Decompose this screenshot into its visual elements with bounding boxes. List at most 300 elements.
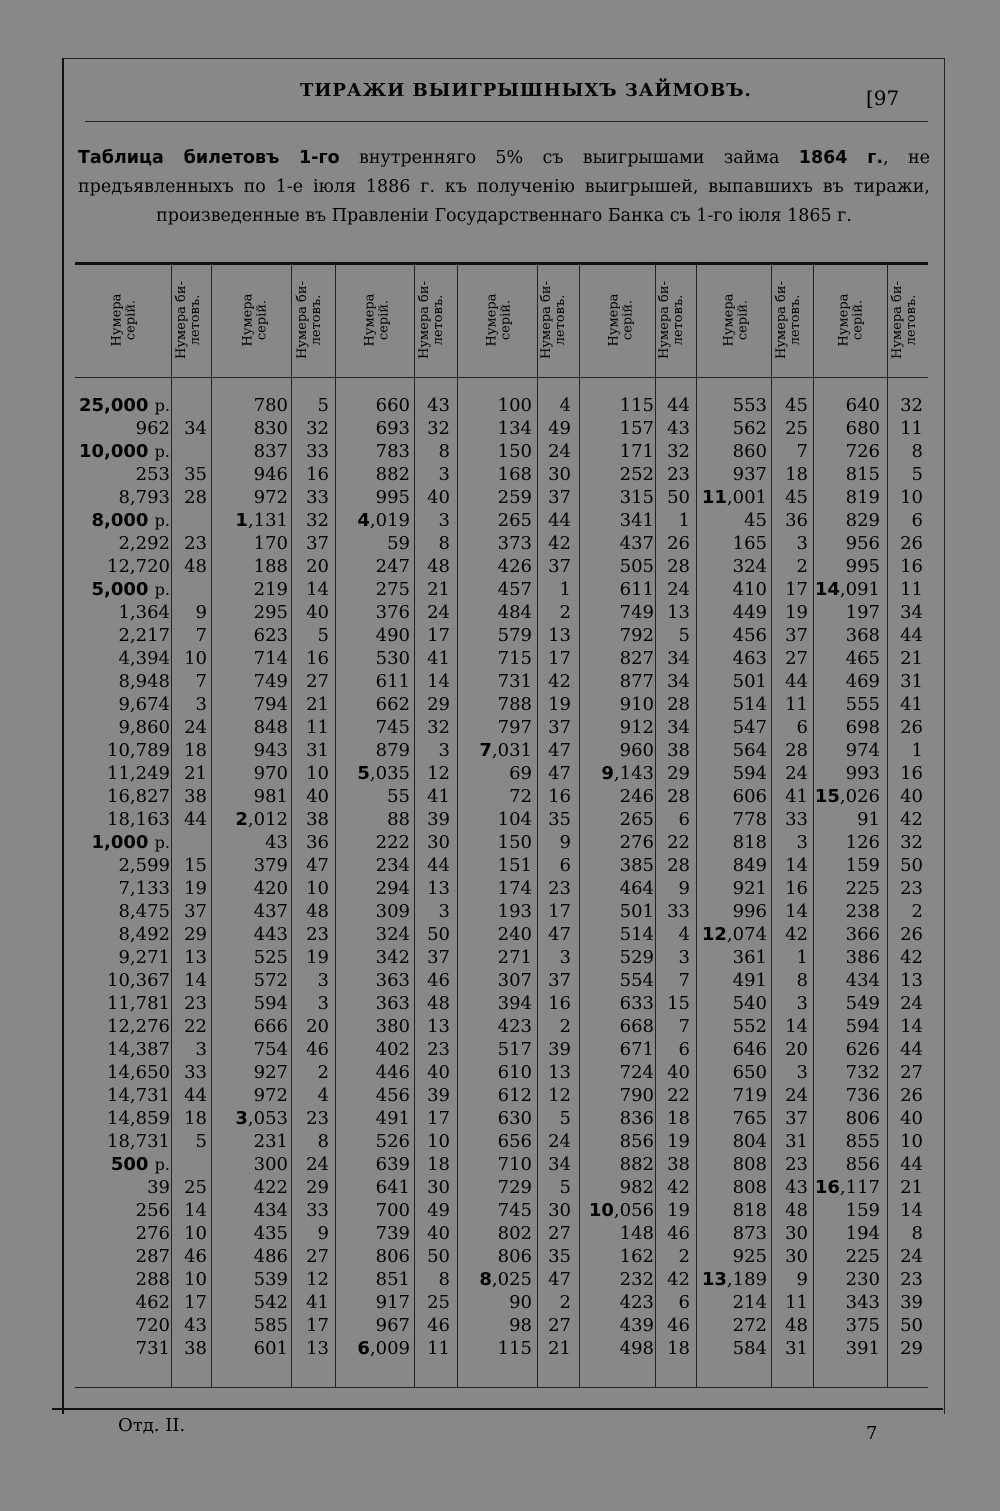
series-number: 14,859 [107, 1108, 170, 1129]
ticket-number: 5 [559, 1108, 571, 1129]
series-number: 10,056 [588, 1200, 654, 1221]
ticket-number: 3 [796, 1062, 808, 1083]
ticket-number [172, 1153, 207, 1176]
series-number: 585 [253, 1315, 288, 1336]
title-year: 1864 г. [798, 148, 884, 168]
ruble-abbrev: р. [154, 833, 170, 852]
title-part-4: , не предъявленныхъ по 1-е іюля 1886 г. къ полученію выигрышей, выпавшихъ въ тиражи, произведенные въ Правленіи Государственнаго Банка съ 1-го іюля 1865 г. [78, 148, 930, 226]
series-number: 253 [135, 464, 170, 485]
series-number: 434 [253, 1200, 288, 1221]
ticket-number: 6 [678, 809, 690, 830]
ticket-number: 47 [306, 855, 329, 876]
series-number: 437 [619, 533, 654, 554]
ticket-number: 10 [184, 648, 207, 669]
series-number: 159 [845, 855, 880, 876]
ticket-number: 33 [184, 1062, 207, 1083]
ruble-abbrev: р. [154, 580, 170, 599]
ticket-number: 45 [785, 487, 808, 508]
ticket-number: 30 [427, 832, 450, 853]
ticket-number: 43 [184, 1315, 207, 1336]
ticket-number: 14 [306, 579, 329, 600]
ticket-number: 37 [548, 556, 571, 577]
series-number: 9,143 [601, 763, 654, 784]
series-number: 927 [253, 1062, 288, 1083]
series-number: 549 [845, 993, 880, 1014]
series-number: 882 [619, 1154, 654, 1175]
series-number: 630 [497, 1108, 532, 1129]
ticket-number: 26 [667, 533, 690, 554]
series-number: 363 [375, 993, 410, 1014]
series-number: 72 [509, 786, 532, 807]
series-number: 974 [845, 740, 880, 761]
ticket-number: 8 [796, 970, 808, 991]
ticket-number: 48 [427, 556, 450, 577]
series-number: 100 [497, 395, 532, 416]
ticket-number: 16 [306, 648, 329, 669]
series-number: 11,001 [701, 487, 767, 508]
series-number: 719 [732, 1085, 767, 1106]
series-number: 693 [375, 418, 410, 439]
ticket-number: 37 [306, 533, 329, 554]
ticket-number: 2 [678, 1246, 690, 1267]
series-number: 745 [497, 1200, 532, 1221]
series-number: 238 [845, 901, 880, 922]
column-divider [211, 263, 212, 1387]
ticket-number: 49 [548, 418, 571, 439]
ticket-number: 34 [548, 1154, 571, 1175]
ticket-number: 44 [184, 1085, 207, 1106]
ticket-number: 22 [667, 1085, 690, 1106]
ticket-number: 26 [900, 717, 923, 738]
series-number: 827 [619, 648, 654, 669]
series-number: 860 [732, 441, 767, 462]
ticket-number: 17 [427, 625, 450, 646]
series-number: 530 [375, 648, 410, 669]
ticket-number: 18 [667, 1108, 690, 1129]
ticket-number: 6 [559, 855, 571, 876]
series-number: 410 [732, 579, 767, 600]
series-number: 342 [375, 947, 410, 968]
ticket-number: 34 [667, 648, 690, 669]
ticket-number: 26 [900, 533, 923, 554]
series-number: 11,781 [107, 993, 170, 1014]
ticket-number: 47 [548, 924, 571, 945]
series-number: 376 [375, 602, 410, 623]
series-number: 90 [509, 1292, 532, 1313]
header-tickets [770, 267, 808, 373]
ticket-number: 30 [548, 464, 571, 485]
series-number: 88 [387, 809, 410, 830]
ticket-number: 18 [785, 464, 808, 485]
series-number: 601 [253, 1338, 288, 1359]
series-number: 300 [253, 1154, 288, 1175]
title-part-1: Таблица билетовъ 1-го [78, 148, 340, 168]
ticket-number: 48 [785, 1315, 808, 1336]
ticket-number: 14 [785, 1016, 808, 1037]
header-series-label: Нумера серій. [109, 293, 138, 347]
series-number: 564 [732, 740, 767, 761]
thousands-prefix: 12 [701, 924, 727, 945]
series-number: 341 [619, 510, 654, 531]
ticket-number: 44 [184, 809, 207, 830]
ticket-number: 38 [667, 740, 690, 761]
series-number: 16,117 [814, 1177, 880, 1198]
series-number: 623 [253, 625, 288, 646]
ticket-number: 3 [438, 510, 450, 531]
series-number: 4,019 [357, 510, 410, 531]
thousands-prefix: 3 [235, 1108, 248, 1129]
series-number: 749 [253, 671, 288, 692]
ticket-number: 17 [785, 579, 808, 600]
ticket-number: 33 [306, 487, 329, 508]
series-number: 18,731 [107, 1131, 170, 1152]
series-number: 962 [135, 418, 170, 439]
ticket-number: 3 [796, 832, 808, 853]
series-number: 464 [619, 878, 654, 899]
series-number: 276 [135, 1223, 170, 1244]
ticket-number: 9 [317, 1223, 329, 1244]
series-number: 225 [845, 878, 880, 899]
series-column [458, 394, 532, 1360]
ticket-number: 5 [559, 1177, 571, 1198]
ticket-number: 13 [667, 602, 690, 623]
ticket-number: 43 [785, 1177, 808, 1198]
thousands-prefix: 2 [235, 809, 248, 830]
ticket-number: 37 [785, 625, 808, 646]
ticket-number: 9 [678, 878, 690, 899]
series-number: 463 [732, 648, 767, 669]
series-number: 15,026 [814, 786, 880, 807]
ticket-number: 3 [317, 993, 329, 1014]
ticket-number: 18 [184, 1108, 207, 1129]
series-number: 462 [135, 1292, 170, 1313]
series-number: 731 [135, 1338, 170, 1359]
series-number: 736 [845, 1085, 880, 1106]
ticket-number: 27 [306, 671, 329, 692]
series-number: 995 [375, 487, 410, 508]
series-number: 656 [497, 1131, 532, 1152]
series-number: 552 [732, 1016, 767, 1037]
series-number: 611 [375, 671, 410, 692]
series-number: 501 [732, 671, 767, 692]
series-number: 639 [375, 1154, 410, 1175]
series-number: 10,789 [107, 740, 170, 761]
series-number: 731 [497, 671, 532, 692]
series-number: 726 [845, 441, 880, 462]
title-part-3: съ выигрышами займа [523, 148, 799, 168]
ticket-number: 25 [184, 1177, 207, 1198]
series-number: 437 [253, 901, 288, 922]
header-tickets-label: Нумера би- летовъ. [294, 281, 324, 359]
series-number: 972 [253, 487, 288, 508]
header-tickets [290, 267, 329, 373]
ruble-abbrev: р. [154, 1155, 170, 1174]
series-number: 324 [375, 924, 410, 945]
ticket-number: 39 [548, 1039, 571, 1060]
ticket-number: 21 [900, 648, 923, 669]
thousands-prefix: 1 [235, 510, 248, 531]
ticket-number: 24 [548, 1131, 571, 1152]
ticket-number: 34 [900, 602, 923, 623]
ticket-number: 2 [796, 556, 808, 577]
series-number: 170 [253, 533, 288, 554]
ticket-number: 2 [559, 1016, 571, 1037]
series-number: 995 [845, 556, 880, 577]
series-number: 265 [619, 809, 654, 830]
series-number: 641 [375, 1177, 410, 1198]
ticket-number: 35 [184, 464, 207, 485]
series-number: 197 [845, 602, 880, 623]
ticket-number: 6 [911, 510, 923, 531]
ticket-number: 16 [785, 878, 808, 899]
series-number: 960 [619, 740, 654, 761]
ticket-number: 14 [427, 671, 450, 692]
ticket-number: 8 [438, 441, 450, 462]
thousands-prefix: 8 [479, 1269, 492, 1290]
series-number: 272 [732, 1315, 767, 1336]
series-number: 491 [375, 1108, 410, 1129]
ticket-number: 50 [900, 1315, 923, 1336]
ticket-number: 42 [548, 671, 571, 692]
series-number: 14,091 [814, 579, 880, 600]
header-series [458, 267, 540, 373]
series-number: 797 [497, 717, 532, 738]
ticket-number: 7 [195, 671, 207, 692]
header-series [214, 267, 296, 373]
series-number: 168 [497, 464, 532, 485]
ticket-number: 22 [667, 832, 690, 853]
series-column [214, 394, 288, 1360]
series-number: 542 [253, 1292, 288, 1313]
ticket-number: 46 [427, 1315, 450, 1336]
series-number: 6,009 [357, 1338, 410, 1359]
ticket-number: 40 [900, 786, 923, 807]
series-number: 802 [497, 1223, 532, 1244]
ticket-number: 37 [548, 970, 571, 991]
ticket-number: 44 [900, 1039, 923, 1060]
series-number: 646 [732, 1039, 767, 1060]
ticket-number: 44 [900, 625, 923, 646]
ticket-number: 34 [667, 671, 690, 692]
series-number: 633 [619, 993, 654, 1014]
series-number: 937 [732, 464, 767, 485]
ticket-number: 32 [900, 832, 923, 853]
series-number: 18,163 [107, 809, 170, 830]
ticket-number: 39 [900, 1292, 923, 1313]
ticket-number: 7 [678, 1016, 690, 1037]
series-number: 855 [845, 1131, 880, 1152]
ticket-number: 28 [667, 556, 690, 577]
series-number: 12,074 [701, 924, 767, 945]
thousands-prefix: 11 [701, 487, 727, 508]
series-number: 469 [845, 671, 880, 692]
ticket-number: 19 [785, 602, 808, 623]
series-number: 165 [732, 533, 767, 554]
ticket-number: 28 [184, 487, 207, 508]
ticket-number: 29 [667, 763, 690, 784]
series-number: 501 [619, 901, 654, 922]
series-number: 456 [732, 625, 767, 646]
ticket-number: 41 [306, 1292, 329, 1313]
thousands-prefix: 4 [357, 510, 370, 531]
series-number: 505 [619, 556, 654, 577]
series-number: 806 [497, 1246, 532, 1267]
series-number: 265 [497, 510, 532, 531]
series-number: 498 [619, 1338, 654, 1359]
series-number: 514 [732, 694, 767, 715]
ticket-number: 13 [184, 947, 207, 968]
series-number: 232 [619, 1269, 654, 1290]
ticket-number: 24 [900, 993, 923, 1014]
ticket-number: 23 [427, 1039, 450, 1060]
ruble-abbrev: р. [154, 396, 170, 415]
series-number: 8,793 [118, 487, 170, 508]
ticket-number: 38 [306, 809, 329, 830]
series-number: 91 [857, 809, 880, 830]
series-number: 14,387 [107, 1039, 170, 1060]
series-number: 423 [619, 1292, 654, 1313]
series-number: 917 [375, 1292, 410, 1313]
ticket-number: 44 [548, 510, 571, 531]
ticket-number: 3 [195, 694, 207, 715]
series-number: 157 [619, 418, 654, 439]
ticket-number: 45 [785, 395, 808, 416]
ticket-number: 4 [317, 1085, 329, 1106]
ticket-number: 50 [900, 855, 923, 876]
ticket-number: 3 [438, 464, 450, 485]
series-number: 39 [147, 1177, 170, 1198]
ticket-number: 24 [900, 1246, 923, 1267]
series-number: 366 [845, 924, 880, 945]
header-tickets [413, 267, 450, 373]
ticket-number: 7 [678, 970, 690, 991]
ticket-number: 48 [184, 556, 207, 577]
series-number: 792 [619, 625, 654, 646]
series-number: 484 [497, 602, 532, 623]
ticket-number: 19 [667, 1200, 690, 1221]
series-number: 69 [509, 763, 532, 784]
ticket-number: 28 [667, 694, 690, 715]
series-number: 307 [497, 970, 532, 991]
ticket-number: 5 [317, 395, 329, 416]
header-tickets-label: Нумера би- летовъ. [538, 281, 568, 359]
ticket-number: 40 [667, 1062, 690, 1083]
ticket-number: 41 [785, 786, 808, 807]
ticket-number: 41 [900, 694, 923, 715]
ticket-number: 27 [785, 648, 808, 669]
ticket-number: 23 [306, 924, 329, 945]
ticket-number: 42 [900, 809, 923, 830]
prize-heading: 8,000 р. [91, 510, 170, 531]
thousands-prefix: 6 [357, 1338, 370, 1359]
series-number: 162 [619, 1246, 654, 1267]
series-number: 394 [497, 993, 532, 1014]
ticket-number: 16 [548, 993, 571, 1014]
header-tickets-label: Нумера би- летовъ. [889, 281, 919, 359]
series-number: 668 [619, 1016, 654, 1037]
series-number: 925 [732, 1246, 767, 1267]
series-number: 380 [375, 1016, 410, 1037]
ticket-number: 32 [667, 441, 690, 462]
ticket-number: 21 [900, 1177, 923, 1198]
series-number: 98 [509, 1315, 532, 1336]
series-number: 877 [619, 671, 654, 692]
frame-bottom-rule [52, 1408, 943, 1410]
series-number: 9,860 [118, 717, 170, 738]
ticket-number: 8 [438, 533, 450, 554]
series-number: 700 [375, 1200, 410, 1221]
ticket-number [172, 440, 207, 463]
ticket-number: 23 [900, 878, 923, 899]
series-number: 579 [497, 625, 532, 646]
ticket-number: 3 [317, 970, 329, 991]
ticket-number: 40 [427, 1062, 450, 1083]
series-number: 194 [845, 1223, 880, 1244]
series-number: 1,364 [118, 602, 170, 623]
ticket-number: 47 [548, 1269, 571, 1290]
signature-mark: 7 [866, 1423, 878, 1444]
ticket-number: 23 [900, 1269, 923, 1290]
ticket-number: 44 [667, 395, 690, 416]
table-header-rule [75, 377, 928, 378]
ticket-number: 23 [548, 878, 571, 899]
ticket-number: 44 [427, 855, 450, 876]
series-number: 134 [497, 418, 532, 439]
series-number: 225 [845, 1246, 880, 1267]
ticket-number: 23 [184, 533, 207, 554]
ticket-number: 19 [184, 878, 207, 899]
thousands-prefix: 10 [588, 1200, 614, 1221]
series-number: 343 [845, 1292, 880, 1313]
ticket-number: 7 [195, 625, 207, 646]
series-number: 222 [375, 832, 410, 853]
header-series-label: Нумера серій. [606, 293, 635, 347]
series-number: 526 [375, 1131, 410, 1152]
section-label: Отд. II. [118, 1415, 186, 1436]
tickets-column [292, 394, 329, 1360]
ticket-number: 13 [548, 625, 571, 646]
ticket-number: 37 [427, 947, 450, 968]
ticket-number: 29 [306, 1177, 329, 1198]
series-number: 594 [732, 763, 767, 784]
ticket-number: 27 [548, 1223, 571, 1244]
series-column [336, 394, 410, 1360]
series-number: 525 [253, 947, 288, 968]
series-number: 14,731 [107, 1085, 170, 1106]
series-number: 788 [497, 694, 532, 715]
ticket-number: 46 [427, 970, 450, 991]
header-series [336, 267, 418, 373]
ticket-number: 33 [667, 901, 690, 922]
series-number: 55 [387, 786, 410, 807]
ticket-number: 12 [427, 763, 450, 784]
series-number: 486 [253, 1246, 288, 1267]
ticket-number: 50 [427, 924, 450, 945]
ticket-number: 24 [427, 602, 450, 623]
series-number: 2,012 [235, 809, 288, 830]
series-number: 259 [497, 487, 532, 508]
ticket-number: 9 [796, 1269, 808, 1290]
header-tickets [654, 267, 690, 373]
series-number: 724 [619, 1062, 654, 1083]
ticket-number: 49 [427, 1200, 450, 1221]
thousands-prefix: 9 [601, 763, 614, 784]
series-number: 611 [619, 579, 654, 600]
series-number: 943 [253, 740, 288, 761]
ticket-number: 6 [678, 1292, 690, 1313]
series-number: 240 [497, 924, 532, 945]
ticket-number: 32 [900, 395, 923, 416]
